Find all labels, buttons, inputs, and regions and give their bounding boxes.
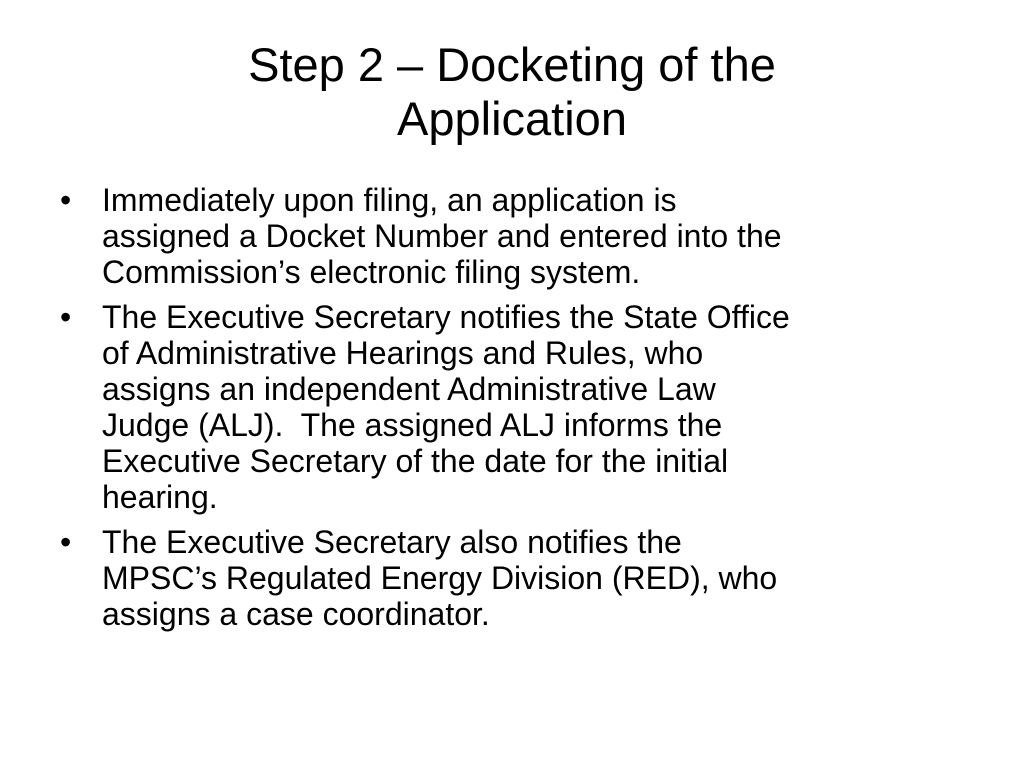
bullet-line: assigns an independent Administrative Law [102, 371, 716, 407]
bullet-item-alj [60, 299, 972, 515]
bullet-icon: • [60, 299, 72, 335]
bullet-line: Commission’s electronic filing system. [102, 254, 641, 290]
bullet-line: MPSC’s Regulated Energy Division (RED), who [102, 560, 778, 596]
title-line-2: Application [397, 92, 627, 145]
bullet-line: Judge (ALJ). The assigned ALJ informs the [102, 407, 723, 443]
title-line-1: Step 2 – Docketing of the [248, 38, 776, 91]
slide-title [60, 38, 964, 146]
bullet-line: assigns a case coordinator. [102, 596, 490, 632]
bullet-list [60, 182, 972, 641]
bullet-line: Immediately upon filing, an application is [102, 182, 677, 218]
bullet-line: hearing. [102, 479, 218, 515]
bullet-item-filing [60, 182, 972, 290]
bullet-line: of Administrative Hearings and Rules, who [102, 335, 704, 371]
bullet-line: Executive Secretary of the date for the initial [102, 443, 729, 479]
bullet-line: The Executive Secretary notifies the State Office [102, 299, 790, 335]
bullet-icon: • [60, 524, 72, 560]
bullet-line: The Executive Secretary also notifies the [102, 524, 682, 560]
bullet-icon: • [60, 182, 72, 218]
bullet-item-red [60, 524, 972, 632]
bullet-line: assigned a Docket Number and entered into the [102, 218, 782, 254]
